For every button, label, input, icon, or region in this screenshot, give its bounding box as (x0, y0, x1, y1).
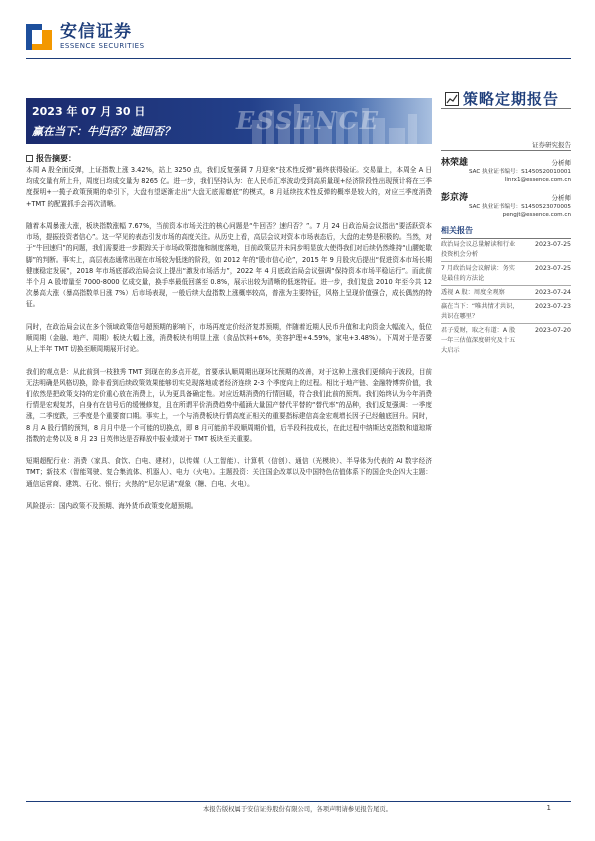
summary-heading: 报告摘要： (26, 153, 432, 164)
paragraph: 本周 A 股全面反弹，上证指数上涨 3.42%，站上 3250 点，我们反复强调 7 月迎来“技术性反弹”最终获得验证。交易量上，本周全 A 日均成交量有所上升，周度日均成交量为 8265 亿。进一步，我们坚持认为：在人民币汇率波动受到高质量现+经济阶段性出现预计将在三季度探明+一揽子政策预期的牵引下，大盘有望逐渐走出“大盘无底需磨底”的模式，8 月延续技术性反弹的概率是较大的，对应三季度消费+TMT 的配置抓手会再次清晰。 (26, 166, 432, 208)
divider (441, 285, 571, 286)
analyst-email[interactable]: pengjt@essence.com.cn (502, 212, 571, 218)
analyst-panel (441, 155, 571, 225)
related-report-title: 政治局会议总量解读和行业投资机会分析 (441, 241, 516, 258)
report-body (26, 165, 432, 523)
risk-paragraph: 风险提示：国内政策不及预期、海外货币政策变化超预期。 (26, 502, 198, 511)
paragraph: 我们的观点是：从此前到一枝独秀 TMT 到现在的多点开花，首要承认顺周期出现环比预期的改善，对于这种上涨我们更倾向于波段，目前无法明确是风格切换，除非看到后续政策效果能够切实兑现落地或者经济连续 2-3 个季度向上的过程。相比于地产链、金融特博弈价值，我们依然是把政策支持的定价重心放在消费上，认为更具备确定性。对应近期消费的行情回暖，符合我们此前的预判。我们始终认为今年消费行情是宏观复苏，自身有在信号后的缓慢修复，且在所谓平价消费趋势中蕴涵大量国产替代平替的“替代率”的品种，我们反复强调：一季度涨，二季度跌，三季度是个重要窗口期。事实上，一个与消费板块行情高度正相关的重要指标建信高金宏观增长因子已经触底回升。同时，8 月 A 股行情的预判，8 月月中是一个可能的切换点，即 8 月可能前半段顺周期价值，后半段科技成长，在此过程中纳斯达克指数和道琼斯指数的走势以及 8 月 23 日英伟达是否释放中报业绩对于 TMT 板块至关重要。 (26, 367, 432, 443)
related-report-date: 2023-07-23 (535, 303, 571, 310)
related-report-date: 2023-07-20 (535, 327, 571, 334)
related-report-date: 2023-07-25 (535, 241, 571, 248)
footer-disclaimer: 本报告版权属于安信证券股份有限公司，各项声明请参见报告尾页。 (203, 806, 392, 813)
related-report-date: 2023-07-24 (535, 289, 571, 296)
title-banner (26, 98, 432, 144)
brand-name-en: ESSENCE SECURITIES (60, 42, 145, 50)
divider (441, 299, 571, 300)
related-report-title: 君子爱财，取之有道：A 股一年三估值深度研究及十五大启示 (441, 327, 516, 354)
paragraph: 同时，在政治局会议在多个领域政策信号超预期的影响下，市场再度定价经济复苏预期，伴随着近期人民币升值和北向资金大幅流入，低位顺周期（金融、地产、周期）板块大幅上涨，消费板块有明显上涨（食品饮料+6%，美容护理+4.59%，家电+3.48%）。下周对于是否要从上半年 TMT 切换至顺周期展开讨论。 (26, 322, 432, 354)
paragraph: 随着本周暴涨大涨，板块指数涨幅 7.67%，当前资本市场关注的核心问题是“牛回否？速归否？”。7 月 24 日政治局会议指出“要活跃资本市场，提振投资者信心”。这一罕见的表态引发市场的高度关注。从历史上看，高层会议对资本市场表态后，大盘的走势是积极的。当然，对于“牛回速归”的问题，我们需要进一步跟踪关于市场政策措施和制度落地，目前政策层并未同步明显放大使得我们对后续仍然维持“山腰蛇歇脚”的判断。事实上，高层表态通常出现在市场较为低迷的阶段，如 2012 年的“股市信心论”，2015 年 9 月股灾后提出“促进资本市场长期健康稳定发展”，2018 年市场底部政治局会议上提出“激发市场活力”，2022 年 4 月底政治局会议强调“保持资本市场平稳运行”。而此前半个月 A 股增量至 7000-8000 亿成交量，换手率最低回落至 0.8%，展示出较为清晰的低迷特征。进一步，我们复盘 2010 年至今共 12 次暴高大涨（暴高指数单日涨 7%）后市场表现，一般后续大盘指数上涨概率较高，普涨为主要特征，风格上呈现价值强合，成长偶然的特征。 (26, 222, 432, 309)
analyst-name: 彭京涛 (441, 193, 469, 203)
related-report-item[interactable] (441, 264, 571, 284)
related-report-item[interactable] (441, 326, 571, 356)
page-number: 1 (546, 804, 551, 812)
paragraph: 短期超配行业：消费（家具、食饮、白电、建材），以传媒（人工智能）、计算机（信创）、通信（光模块）、半导体为代表的 AI 数字经济 TMT；新技术（智能驾驶、复合集流体、机器人）、电力（火电）。主题投资：关注国企改革以及中国特色估值体系下的国企央企四大主题：通信运营商、建筑、石化、银行；火热的“尼尔尼诺”观象（糖、白电、火电）。 (26, 457, 432, 488)
related-report-title: 赢在当下：“唯共情才共识，共识在哪里？ (441, 303, 519, 320)
report-type-title: 策略定期报告 (463, 90, 560, 108)
related-reports-list (441, 240, 571, 356)
footer-divider (26, 801, 571, 802)
analyst-email[interactable]: linrx1@essence.com.cn (504, 177, 571, 183)
analyst-name: 林荣雄 (441, 158, 469, 168)
related-report-title: 7 月政治局会议解读：务实是最佳的方法论 (441, 265, 515, 282)
analyst-cert: SAC 执业证书编号：S1450520010001 (468, 169, 571, 175)
brand-logo (26, 22, 145, 51)
chart-icon (445, 92, 459, 106)
subtitle-divider (441, 150, 571, 151)
analyst-cert: SAC 执业证书编号：S1450523070005 (468, 204, 571, 210)
related-report-item[interactable] (441, 302, 571, 322)
report-title: 赢在当下：牛归否？速回否？ (32, 125, 175, 138)
related-reports-heading: 相关报告 (441, 225, 571, 239)
report-type-subtitle: 证券研究报告 (532, 141, 571, 149)
divider (441, 261, 571, 262)
report-type (445, 88, 559, 109)
analyst-card (441, 155, 571, 184)
related-report-item[interactable] (441, 240, 571, 260)
square-bullet-icon (26, 155, 33, 162)
analyst-role: 分析师 (551, 194, 571, 202)
analyst-role: 分析师 (551, 159, 571, 167)
banner-watermark: ESSENCE (236, 106, 381, 135)
brand-name-cn: 安信证券 (60, 22, 132, 42)
related-report-date: 2023-07-25 (535, 265, 571, 272)
related-report-title: 透视 A 股：周度全观察 (441, 289, 505, 296)
analyst-card (441, 190, 571, 219)
report-date: 2023 年 07 月 30 日 (32, 105, 146, 118)
related-report-item[interactable] (441, 288, 571, 298)
divider (441, 323, 571, 324)
report-type-divider (441, 108, 571, 109)
header-divider (26, 58, 571, 59)
logo-icon (26, 24, 52, 50)
